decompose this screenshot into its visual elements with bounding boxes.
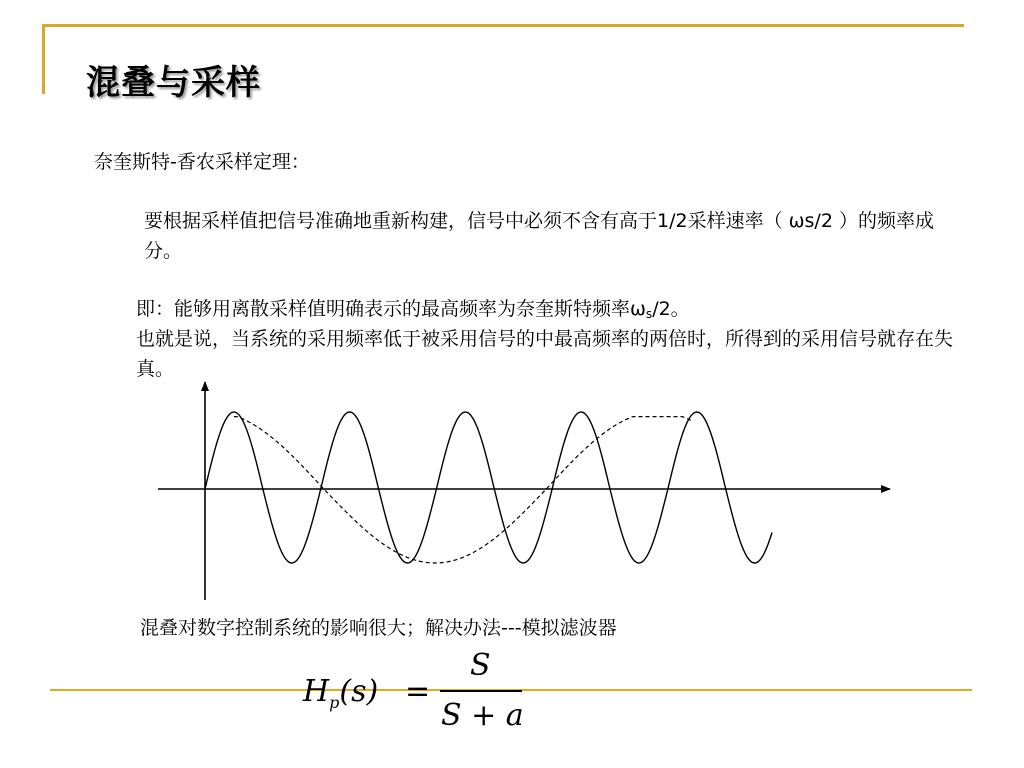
- nyquist-line-prefix: 即：能够用离散采样值明确表示的最高频率为奈奎斯特频率ω: [136, 298, 646, 320]
- formula-lhs: [303, 674, 378, 712]
- formula-subscript-p: p: [329, 693, 340, 712]
- aliased-signal-curve: [234, 417, 691, 563]
- filter-transfer-function: [295, 648, 535, 740]
- theorem-heading: 奈奎斯特-香农采样定理：: [94, 151, 310, 173]
- formula-h: H: [303, 674, 330, 709]
- sampled-signal-curve: [205, 412, 772, 563]
- formula-denominator: [441, 698, 524, 733]
- formula-den-plus: +: [471, 698, 497, 733]
- formula-equals: =: [405, 674, 431, 709]
- fraction-bar: [440, 690, 522, 692]
- formula-den-s: S: [441, 698, 462, 733]
- theorem-statement: 要根据采样值把信号准确地重新构建，信号中必须不含有高于1/2采样速率（ ωs/2 ）的频率成分。: [144, 210, 934, 262]
- aliasing-solution-note: 混叠对数字控制系统的影响很大；解决办法---模拟滤波器: [140, 617, 617, 639]
- slide-title: 混叠与采样: [86, 63, 261, 103]
- formula-den-a: a: [505, 698, 524, 733]
- nyquist-line-suffix: /2。: [652, 298, 690, 320]
- formula-numerator: S: [470, 648, 491, 683]
- aliasing-explanation-line: 也就是说，当系统的采用频率低于被采用信号的中最高频率的两倍时，所得到的采用信号就存在失真。: [136, 328, 954, 380]
- omega-subscript: s: [645, 307, 653, 321]
- formula-argument: (s): [339, 674, 379, 709]
